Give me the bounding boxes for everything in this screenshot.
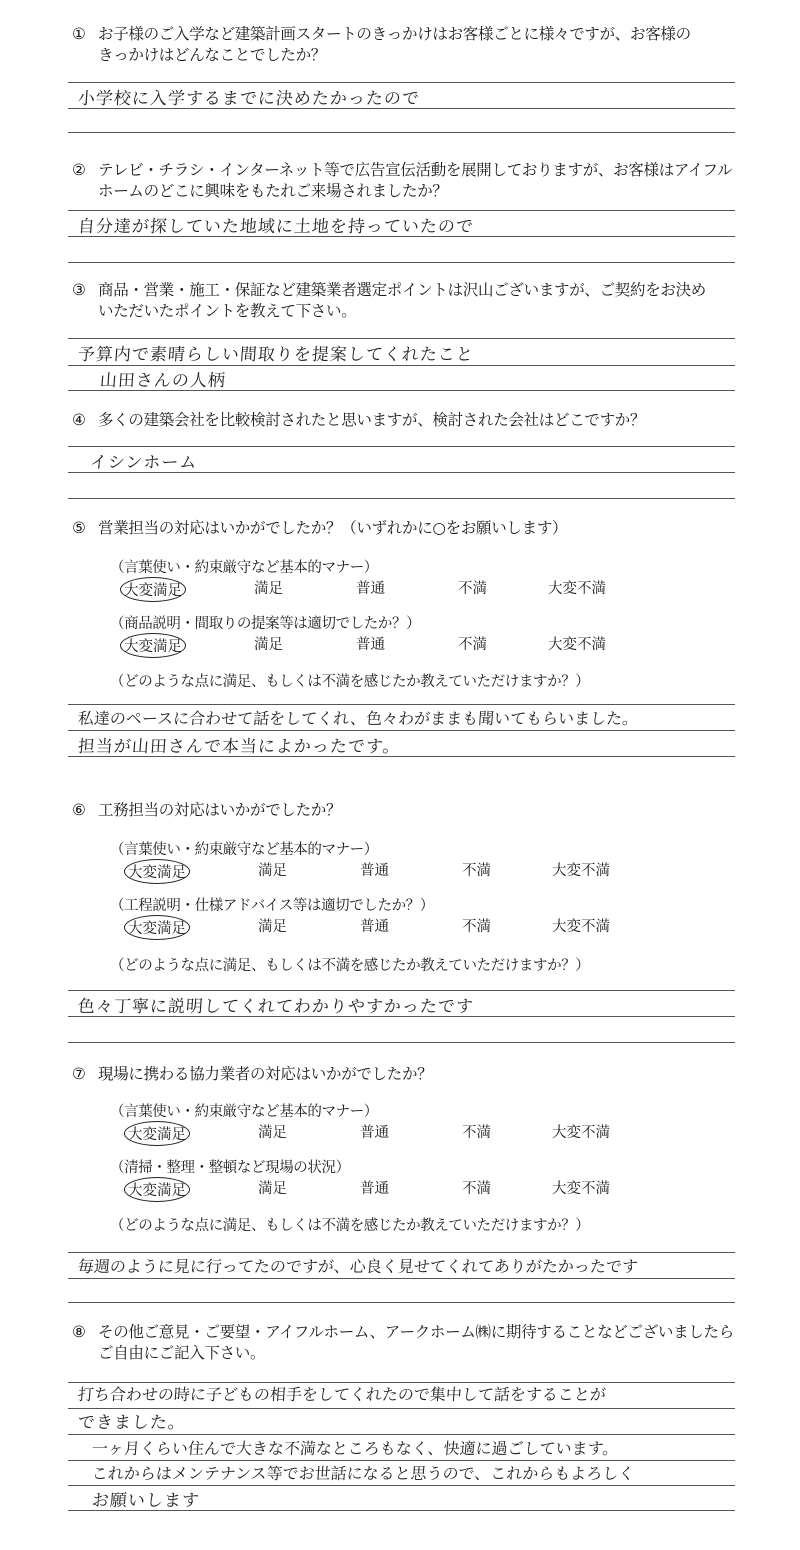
q7-rating-site: [0, 1177, 800, 1197]
answer-8-line-3[interactable]: 一ヶ月くらい住んで大きな不満なところもなく、快適に過ごしています。: [91, 1439, 620, 1458]
rating-option-selected[interactable]: 大変満足: [124, 915, 190, 940]
q5-sub-proposal: （商品説明・間取りの提案等は適切でしたか？）: [110, 616, 421, 632]
answer-5-line-1[interactable]: 私達のペースに合わせて話をしてくれ、色々わがままも聞いてもらいました。: [77, 709, 639, 728]
rating-option[interactable]: 満足: [258, 919, 287, 935]
rating-option-selected[interactable]: 大変満足: [124, 859, 190, 884]
question-3: ③ 商品・営業・施工・保証など建築業者選定ポイントは沢山ございますが、ご契約をお決め いただいたポイントを教えて下さい。: [72, 281, 707, 320]
rating-option[interactable]: 満足: [254, 581, 283, 597]
answer-line: [68, 1434, 735, 1435]
answer-line: [68, 210, 735, 211]
answer-line: [68, 390, 735, 391]
answer-6-line-1[interactable]: 色々丁寧に説明してくれてわかりやすかったです: [77, 997, 475, 1017]
q7-sub-manner: （言葉使い・約束厳守など基本的マナー）: [110, 1104, 378, 1120]
rating-option[interactable]: 不満: [462, 1125, 491, 1141]
answer-1-line-1[interactable]: 小学校に入学するまでに決めたかったので: [77, 89, 421, 109]
rating-option[interactable]: 大変不満: [552, 919, 610, 935]
answer-2-line-1[interactable]: 自分達が探していた地域に土地を持っていたので: [77, 217, 475, 237]
rating-option[interactable]: 普通: [356, 581, 385, 597]
answer-line: [68, 1042, 735, 1043]
q5-sub-manner: （言葉使い・約束厳守など基本的マナー）: [110, 560, 378, 576]
q6-rating-manner: [0, 859, 800, 879]
answer-line: [68, 132, 735, 133]
answer-line: [68, 108, 735, 109]
rating-option[interactable]: 普通: [356, 637, 385, 653]
rating-option-selected[interactable]: 大変満足: [120, 577, 186, 602]
rating-option[interactable]: 大変不満: [548, 581, 606, 597]
answer-line: [68, 1302, 735, 1303]
answer-7-line-1[interactable]: 毎週のように見に行ってたのですが、心良く見せてくれてありがたかったです: [77, 1257, 639, 1276]
answer-line: [68, 236, 735, 237]
answer-line: [68, 756, 735, 757]
q5-rating-proposal: [0, 633, 800, 653]
answer-8-line-1[interactable]: 打ち合わせの時に子どもの相手をしてくれたので集中して話をすることが: [77, 1385, 607, 1404]
answer-line: [68, 1278, 735, 1279]
answer-line: [68, 338, 735, 339]
answer-5-line-2[interactable]: 担当が山田さんで本当によかったです。: [77, 737, 402, 757]
question-5: ⑤ 営業担当の対応はいかがでしたか？（いずれかに○をお願いします）: [72, 519, 568, 537]
rating-option[interactable]: 普通: [360, 863, 389, 879]
rating-option[interactable]: 不満: [458, 637, 487, 653]
answer-line: [68, 498, 735, 499]
answer-4-line-1[interactable]: イシンホーム: [89, 453, 199, 473]
rating-option[interactable]: 大変不満: [548, 637, 606, 653]
q6-sub-manner: （言葉使い・約束厳守など基本的マナー）: [110, 842, 378, 858]
answer-line: [68, 990, 735, 991]
q5-rating-manner: [0, 577, 800, 597]
rating-option[interactable]: 不満: [462, 1181, 491, 1197]
answer-line: [68, 262, 735, 263]
answer-line: [68, 1510, 735, 1511]
rating-option-selected[interactable]: 大変満足: [120, 633, 186, 658]
rating-option-selected[interactable]: 大変満足: [124, 1177, 190, 1202]
answer-line: [68, 1016, 735, 1017]
rating-option[interactable]: 普通: [360, 919, 389, 935]
answer-3-line-2[interactable]: 山田さんの人柄: [99, 371, 227, 391]
answer-3-line-1[interactable]: 予算内で素晴らしい間取りを提案してくれたこと: [77, 345, 475, 365]
rating-option[interactable]: 不満: [458, 581, 487, 597]
question-8: ⑧ その他ご意見・ご要望・アイフルホーム、アークホーム㈱に期待することなどございましたら ご自由にご記入下さい。: [72, 1323, 734, 1362]
rating-option[interactable]: 大変不満: [552, 1181, 610, 1197]
rating-option-selected[interactable]: 大変満足: [124, 1121, 190, 1146]
q7-sub-site: （清掃・整理・整頓など現場の状況）: [110, 1160, 350, 1176]
answer-line: [68, 472, 735, 473]
answer-line: [68, 704, 735, 705]
answer-line: [68, 1252, 735, 1253]
question-7: ⑦ 現場に携わる協力業者の対応はいかがでしたか？: [72, 1065, 433, 1083]
q5-prompt: （どのような点に満足、もしくは不満を感じたか教えていただけますか？）: [110, 674, 590, 690]
answer-8-line-5[interactable]: お願いします: [91, 1491, 201, 1511]
q6-prompt: （どのような点に満足、もしくは不満を感じたか教えていただけますか？）: [110, 958, 590, 974]
question-1: ① お子様のご入学など建築計画スタートのきっかけはお客様ごとに様々ですが、お客様の きっかけはどんなことでしたか？: [72, 25, 691, 64]
rating-option[interactable]: 満足: [258, 1125, 287, 1141]
q6-sub-process: （工程説明・仕様アドバイス等は適切でしたか？）: [110, 898, 434, 914]
rating-option[interactable]: 大変不満: [552, 863, 610, 879]
answer-line: [68, 446, 735, 447]
q7-prompt: （どのような点に満足、もしくは不満を感じたか教えていただけますか？）: [110, 1218, 590, 1234]
answer-line: [68, 82, 735, 83]
question-2: ② テレビ・チラシ・インターネット等で広告宣伝活動を展開しておりますが、お客様はアイフル ホームのどこに興味をもたれご来場されましたか？: [72, 161, 733, 200]
question-6: ⑥ 工務担当の対応はいかがでしたか？: [72, 801, 342, 819]
rating-option[interactable]: 満足: [254, 637, 283, 653]
rating-option[interactable]: 満足: [258, 1181, 287, 1197]
rating-option[interactable]: 普通: [360, 1181, 389, 1197]
q7-rating-manner: [0, 1121, 800, 1141]
rating-option[interactable]: 普通: [360, 1125, 389, 1141]
q6-rating-process: [0, 915, 800, 935]
rating-option[interactable]: 満足: [258, 863, 287, 879]
rating-option[interactable]: 不満: [462, 863, 491, 879]
answer-8-line-2[interactable]: できました。: [77, 1413, 187, 1433]
question-4: ④ 多くの建築会社を比較検討されたと思いますが、検討された会社はどこですか？: [72, 411, 646, 429]
answer-line: [68, 730, 735, 731]
rating-option[interactable]: 不満: [462, 919, 491, 935]
rating-option[interactable]: 大変不満: [552, 1125, 610, 1141]
answer-8-line-4[interactable]: これからはメンテナンス等でお世話になると思うので、これからもよろしく: [91, 1464, 636, 1483]
